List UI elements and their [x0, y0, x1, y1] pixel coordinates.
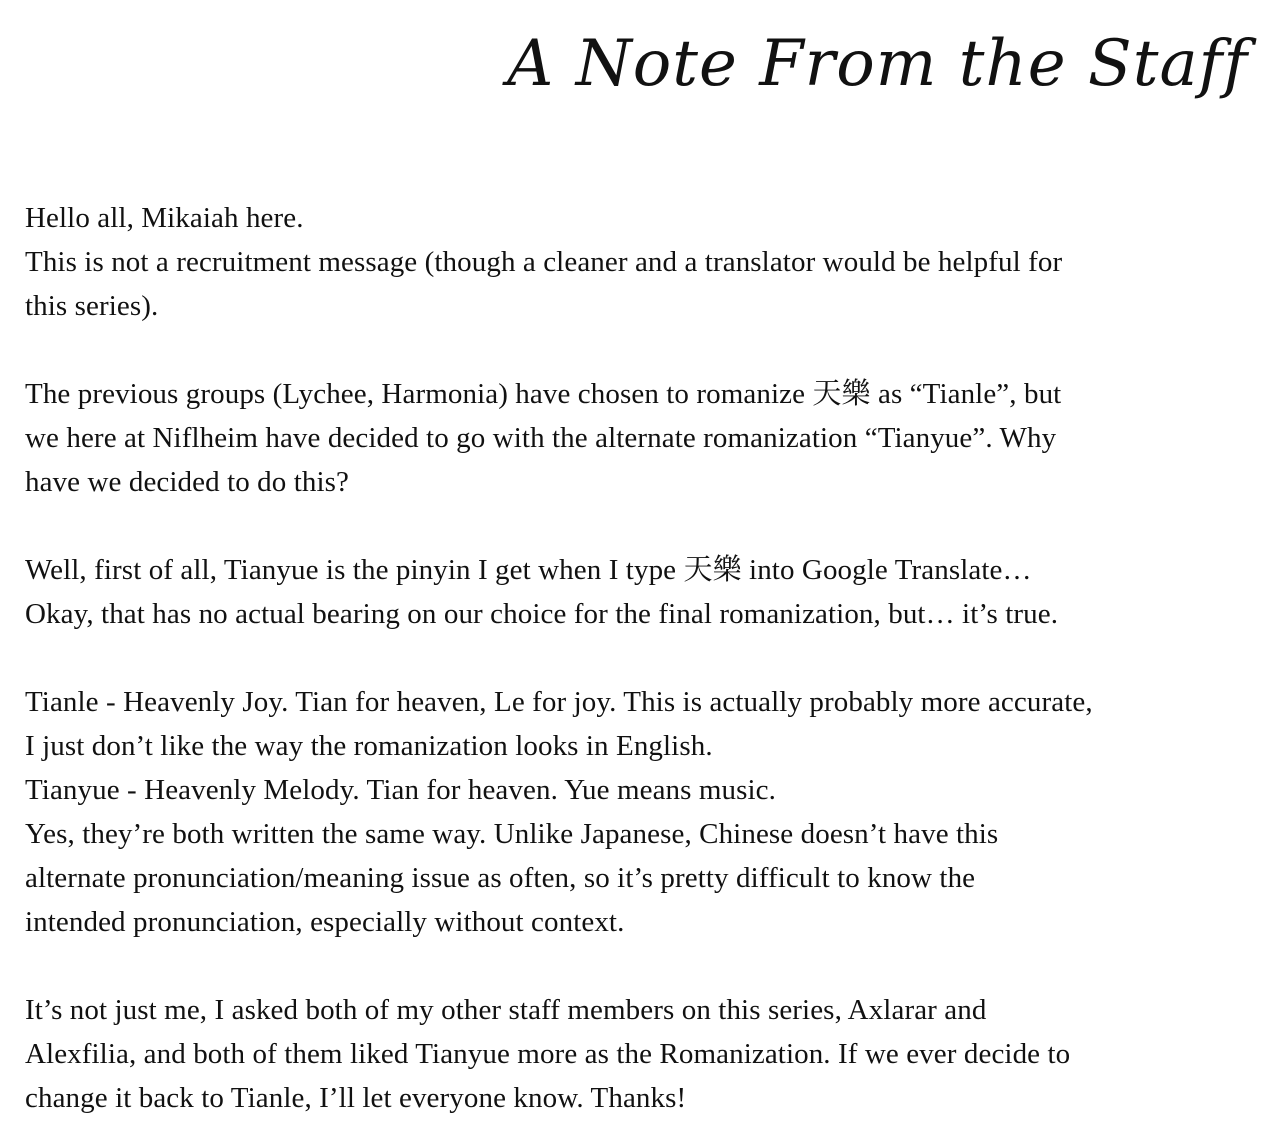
text-line: Yes, they’re both written the same way. Unlike Japanese, Chinese doesn’t have this [25, 818, 999, 850]
note-body [25, 196, 1261, 1120]
paragraph-gap [25, 636, 1261, 680]
text-line: Okay, that has no actual bearing on our choice for the final romanization, but… it’s true. [25, 598, 1059, 630]
paragraph-meanings [25, 680, 1261, 944]
paragraph-greeting [25, 196, 1261, 328]
paragraph-staff-opinion [25, 988, 1261, 1120]
paragraph-romanization-intro [25, 372, 1261, 504]
paragraph-google-translate [25, 548, 1261, 636]
text-line: we here at Niflheim have decided to go with the alternate romanization “Tianyue”. Why [25, 422, 1057, 454]
text-line: The previous groups (Lychee, Harmonia) have chosen to romanize 天樂 as “Tianle”, but [25, 378, 1062, 410]
text-line: this series). [25, 290, 159, 322]
text-line: This is not a recruitment message (though a cleaner and a translator would be helpful for [25, 246, 1063, 278]
text-line: have we decided to do this? [25, 466, 350, 498]
paragraph-gap [25, 944, 1261, 988]
text-line: It’s not just me, I asked both of my other staff members on this series, Axlarar and [25, 994, 987, 1026]
text-line: intended pronunciation, especially without context. [25, 906, 625, 938]
page-title: A Note From the Staff [507, 27, 1248, 101]
text-line: alternate pronunciation/meaning issue as often, so it’s pretty difficult to know the [25, 862, 976, 894]
text-line: Well, first of all, Tianyue is the pinyin I get when I type 天樂 into Google Translate… [25, 554, 1032, 586]
paragraph-gap [25, 504, 1261, 548]
text-line: Tianle - Heavenly Joy. Tian for heaven, Le for joy. This is actually probably more accurate, [25, 686, 1093, 718]
text-line: I just don’t like the way the romanization looks in English. [25, 730, 713, 762]
paragraph-gap [25, 328, 1261, 372]
text-line: change it back to Tianle, I’ll let everyone know. Thanks! [25, 1082, 687, 1114]
text-line: Tianyue - Heavenly Melody. Tian for heaven. Yue means music. [25, 774, 777, 806]
text-line: Alexfilia, and both of them liked Tianyue more as the Romanization. If we ever decide to [25, 1038, 1071, 1070]
text-line: Hello all, Mikaiah here. [25, 202, 304, 234]
